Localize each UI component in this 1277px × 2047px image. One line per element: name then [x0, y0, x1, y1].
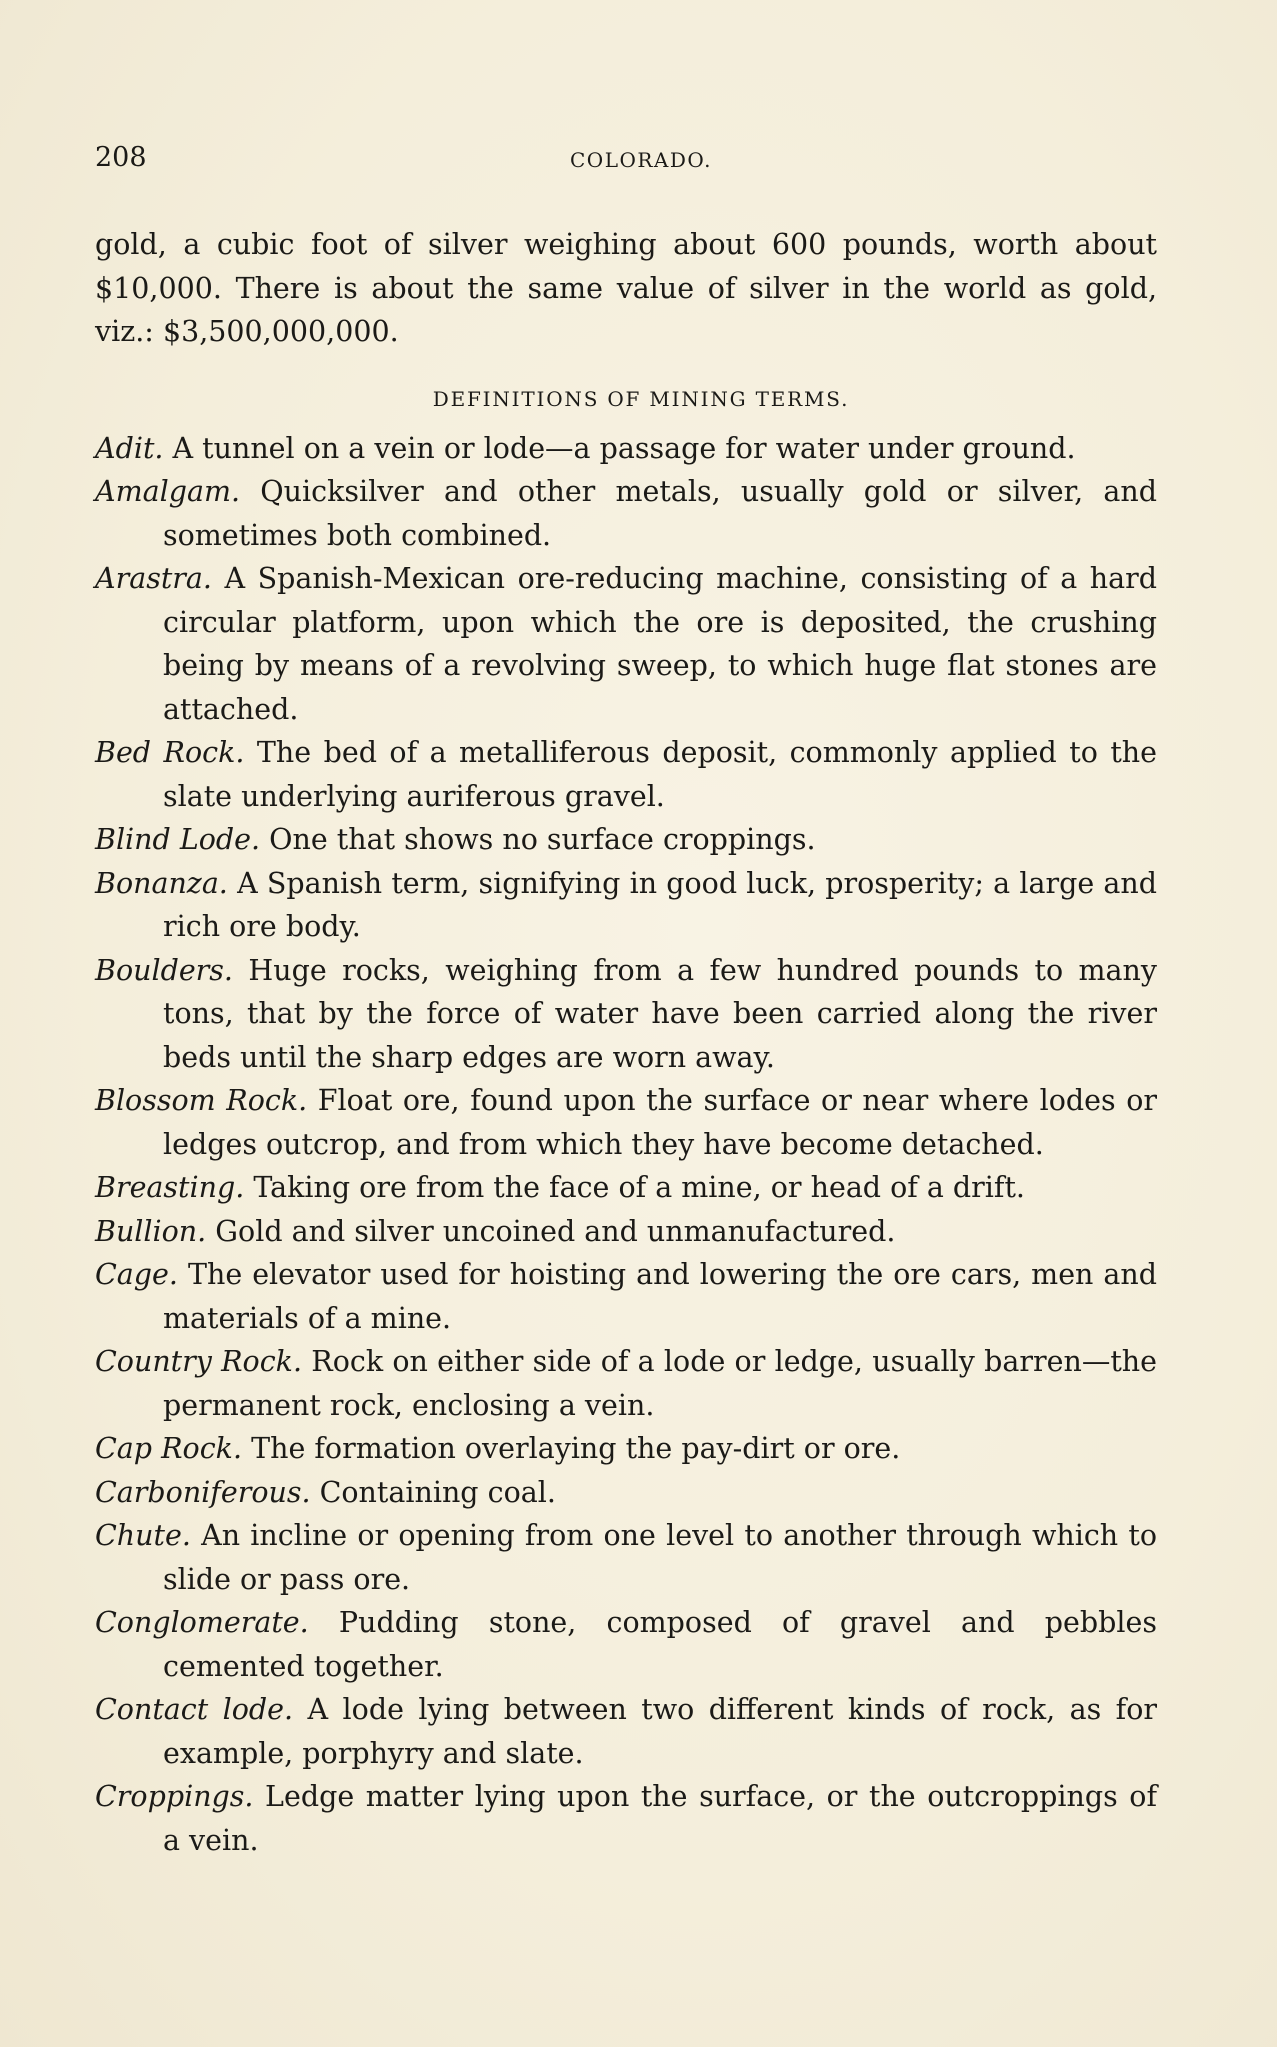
definition-text: A tunnel on a vein or lode—a passage for water under ground. — [172, 431, 1076, 465]
definition-term: Bullion. — [95, 1214, 207, 1248]
definition-entry — [95, 862, 1157, 949]
definition-entry — [95, 731, 1157, 818]
definition-term: Blossom Rock. — [95, 1084, 308, 1117]
definition-entry — [95, 1340, 1157, 1427]
definition-text: Rock on either side of a lode or ledge, usually barren—the permanent rock, enclosing a vein. — [163, 1345, 1157, 1422]
definition-text: A lode lying between two different kinds of rock, as for example, porphyry and slate. — [163, 1693, 1158, 1770]
definition-text: A Spanish term, signifying in good luck, prosperity; a large and rich ore body. — [163, 866, 1157, 943]
definition-text: The elevator used for hoisting and lowering the ore cars, men and materials of a mine. — [163, 1258, 1157, 1335]
page-header — [95, 142, 1157, 178]
definition-term: Arastra. — [95, 562, 212, 595]
definition-term: Boulders. — [95, 953, 233, 987]
definition-text: Gold and silver uncoined and unmanufactured. — [215, 1214, 896, 1248]
definition-text: Huge rocks, weighing from a few hundred pounds to many tons, that by the force of water have been carried along the river beds until the sharp edges are worn away. — [163, 953, 1157, 1074]
running-head: COLORADO. — [570, 148, 712, 172]
definition-term: Blind Lode. — [95, 823, 261, 856]
definition-entry — [95, 949, 1157, 1080]
definition-entry — [95, 818, 1157, 862]
definition-text: Ledge matter lying upon the surface, or the outcroppings of a vein. — [163, 1780, 1158, 1857]
definition-text: One that shows no surface croppings. — [269, 823, 816, 856]
body-text — [95, 223, 1157, 1862]
definition-term: Conglomerate. — [95, 1606, 309, 1639]
definition-entry — [95, 1079, 1157, 1166]
definition-text: Containing coal. — [319, 1475, 556, 1509]
definition-term: Cap Rock. — [95, 1432, 243, 1465]
definition-text: The bed of a metalliferous deposit, commonly applied to the slate underlying auriferous gravel. — [163, 736, 1157, 813]
definition-entry — [95, 1166, 1157, 1210]
definition-text: A Spanish-Mexican ore-reducing machine, consisting of a hard circular platform, upon which the ore is deposited, the crushing being by means of a revolving sweep, to which huge flat stones are attached. — [163, 562, 1158, 726]
definition-text: The formation overlaying the pay-dirt or ore. — [251, 1432, 901, 1465]
definitions-list — [95, 427, 1157, 1863]
definition-text: Float ore, found upon the surface or near where lodes or ledges outcrop, and from which they have become detached. — [163, 1084, 1157, 1161]
definition-term: Cage. — [95, 1258, 178, 1291]
intro-paragraph: gold, a cubic foot of silver weighing about 600 pounds, worth about $10,000. There is about the same value of silver in the world as gold, viz.: $3,500,000,000. — [95, 228, 1157, 348]
definition-term: Bonanza. — [95, 866, 228, 900]
definition-text: Pudding stone, composed of gravel and pebbles cemented together. — [163, 1606, 1157, 1683]
definition-entry — [95, 427, 1157, 471]
definition-term: Adit. — [95, 431, 164, 465]
definition-entry — [95, 1210, 1157, 1254]
definition-term: Carboniferous. — [95, 1475, 311, 1509]
definition-term: Breasting. — [95, 1171, 245, 1204]
definition-text: Taking ore from the face of a mine, or head of a drift. — [253, 1171, 1025, 1204]
definition-entry — [95, 1253, 1157, 1340]
definition-term: Contact lode. — [95, 1693, 294, 1726]
definition-term: Country Rock. — [95, 1345, 303, 1378]
definition-entry — [95, 1427, 1157, 1471]
definition-term: Amalgam. — [95, 475, 241, 508]
definition-entry — [95, 470, 1157, 557]
definition-term: Croppings. — [95, 1780, 254, 1813]
page-number: 208 — [95, 142, 147, 173]
definition-text: Quicksilver and other metals, usually gold or silver, and sometimes both combined. — [163, 475, 1157, 552]
definition-text: An incline or opening from one level to another through which to slide or pass ore. — [163, 1519, 1157, 1596]
definition-entry — [95, 1688, 1157, 1775]
definition-entry — [95, 1775, 1157, 1862]
definition-entry — [95, 1471, 1157, 1515]
section-heading: DEFINITIONS OF MINING TERMS. — [432, 386, 850, 411]
definition-term: Chute. — [95, 1519, 191, 1552]
definition-entry — [95, 1514, 1157, 1601]
definition-entry — [95, 557, 1157, 731]
definition-term: Bed Rock. — [95, 736, 245, 769]
definition-entry — [95, 1601, 1157, 1688]
